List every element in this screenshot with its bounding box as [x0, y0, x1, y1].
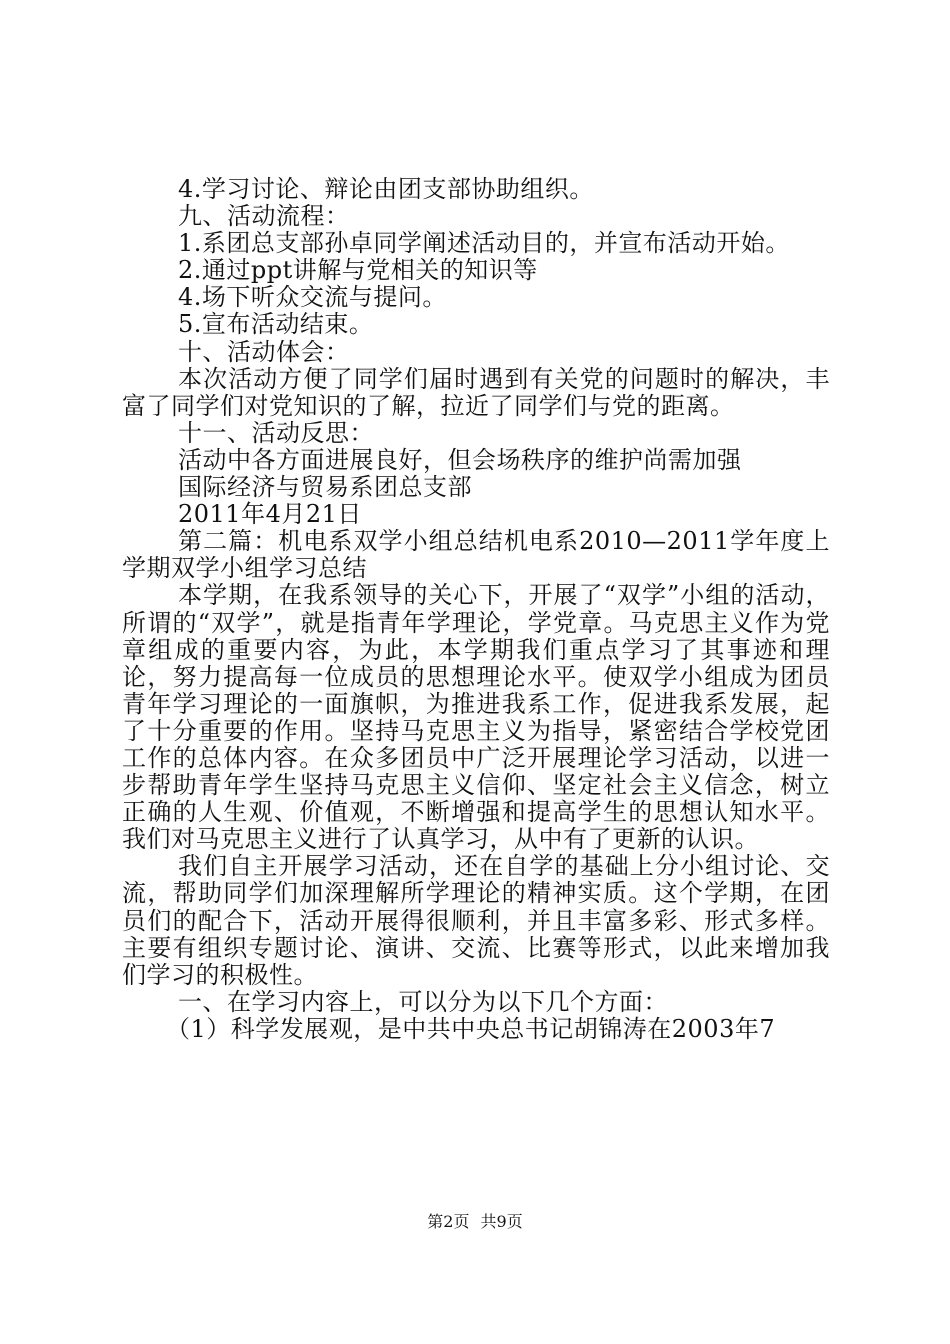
paragraph: 我们自主开展学习活动，还在自学的基础上分小组讨论、交流，帮助同学们加深理解所学理论的精神实质。这个学期，在团员们的配合下，活动开展得很顺利，并且丰富多彩、形式多样。主要有组织专题讨论、演讲、交流、比赛等形式，以此来增加我们学习的积极性。: [122, 852, 830, 989]
section-heading: 一、在学习内容上，可以分为以下几个方面：: [178, 987, 668, 1016]
section-heading: 十一、活动反思：: [178, 418, 374, 447]
total-pages: 共9页: [480, 1212, 523, 1231]
paragraph: 本学期，在我系领导的关心下，开展了“双学”小组的活动，所谓的“双学”，就是指青年学理论，学党章。马克思主义作为党章组成的重要内容，为此，本学期我们重点学习了其事迹和理论，努力提高每一位成员的思想理论水平。使双学小组成为团员青年学习理论的一面旗帜，为推进我系工作，促进我系发展，起了十分重要的作用。坚持马克思主义为指导，紧密结合学校党团工作的总体内容。在众多团员中广泛开展理论学习活动，以进一步帮助青年学生坚持马克思主义信仰、坚定社会主义信念，树立正确的人生观、价值观，不断增强和提高学生的思想认知水平。我们对马克思主义进行了认真学习，从中有了更新的认识。: [122, 581, 830, 854]
document-body: [122, 176, 830, 1043]
date: 2011年4月21日: [178, 500, 362, 529]
page-number: 第2页: [427, 1212, 470, 1231]
text-line: 4.场下听众交流与提问。: [178, 283, 447, 312]
organization-name: 国际经济与贸易系团总支部: [178, 473, 472, 502]
section-heading: 十、活动体会：: [178, 337, 350, 366]
text-line: 1.系团总支部孙卓同学阐述活动目的，并宣布活动开始。: [178, 229, 790, 258]
part-title: 第二篇：机电系双学小组总结机电系2010—2011学年度上学期双学小组学习总结: [122, 527, 830, 583]
page-footer: [0, 1212, 950, 1232]
text-line: 活动中各方面进展良好，但会场秩序的维护尚需加强: [178, 445, 742, 474]
paragraph: 本次活动方便了同学们届时遇到有关党的问题时的解决，丰富了同学们对党知识的了解，拉近了同学们与党的距离。: [122, 364, 830, 420]
text-line: 2.通过ppt讲解与党相关的知识等: [178, 256, 538, 285]
text-line: 5.宣布活动结束。: [178, 310, 374, 339]
list-item: （1）科学发展观，是中共中央总书记胡锦涛在2003年7: [166, 1014, 776, 1043]
text-line: 4.学习讨论、辩论由团支部协助组织。: [178, 175, 594, 203]
section-heading: 九、活动流程：: [178, 202, 350, 231]
